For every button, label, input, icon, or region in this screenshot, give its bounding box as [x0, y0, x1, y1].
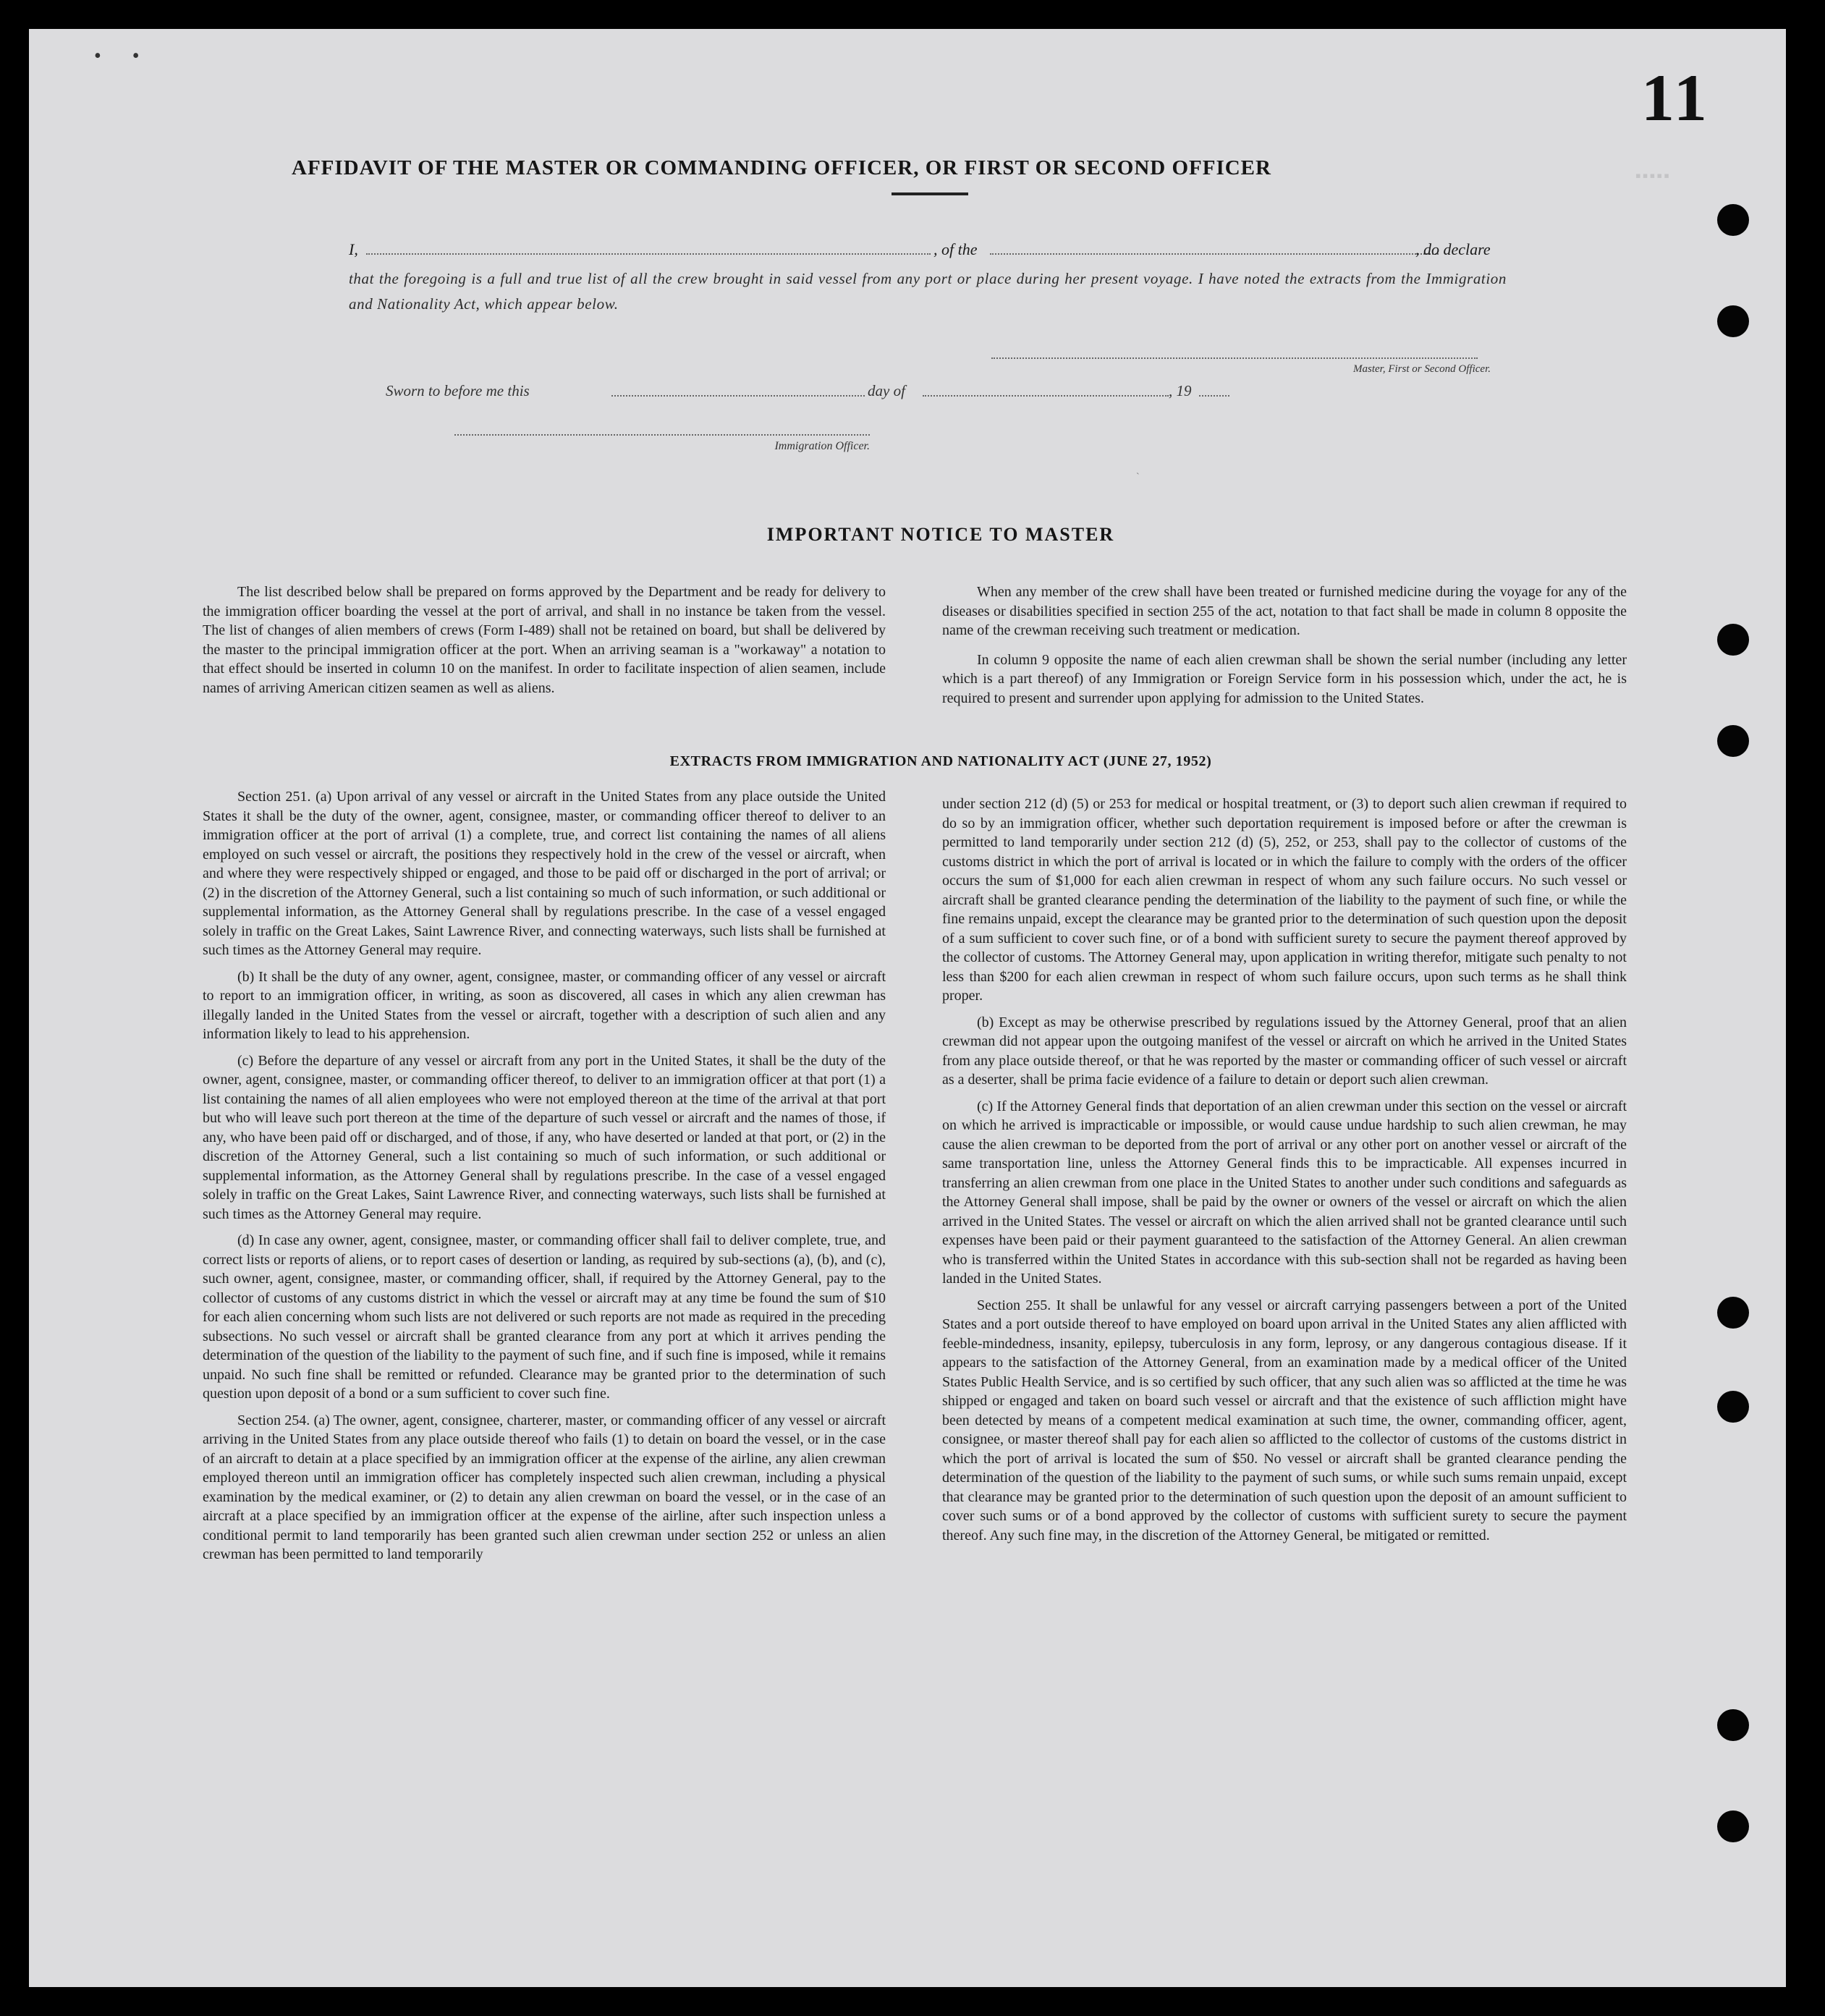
extracts-left-column	[203, 787, 886, 1572]
punch-hole	[1717, 1297, 1749, 1329]
notice-paragraph: The list described below shall be prepared on forms approved by the Department and be ready for delivery to the immigration officer boarding the vessel at the port of arrival, and shall in no instance be taken from the vessel. The list of changes of alien members of crews (Form I-489) shall not be retained on board, but shall be delivered by the master to the principal immigration officer at the port. When an arriving seaman is a "workaway" a notation to that effect should be inserted in column 10 on the manifest. In order to facilitate inspection of alien seamen, include names of arriving American citizen seamen as well as aliens.	[203, 584, 886, 696]
faint-stamp: ▪▪▪▪▪	[1635, 166, 1671, 185]
declaration-line	[349, 240, 1507, 266]
section-251-d: (d) In case any owner, agent, consignee, master, or commanding officer shall fail to deliver complete, true, and correct lists or reports of aliens, or to report cases of desertion or landing, as required by sub-sections (a), (b), and (c), such owner, agent, consignee, master, or commanding officer, shall, if required by the Attorney General, pay to the collector of customs of any customs district in which the vessel or aircraft may at any time be found the sum of $10 for each alien concerning whom such lists are not delivered or such reports are not made as required in the preceding subsections. No such vessel or aircraft shall be granted clearance from any port at which it arrives pending the determination of the question of the liability to the payment of such fine, and if such fine is imposed, while it remains unpaid. No such fine shall be remitted or refunded. Clearance may be granted prior to the determination of such question upon deposit of a bond or a sum sufficient to cover such fine.	[203, 1232, 886, 1402]
immigration-officer-signature-field[interactable]	[454, 434, 870, 436]
section-255: Section 255. It shall be unlawful for any vessel or aircraft carrying passengers between a port of the United States and a port outside thereof to have employed on board upon arrival in the United States any alien afflicted with feeble-mindedness, insanity, epilepsy, tuberculosis in any form, leprosy, or any dangerous contagious disease. If it appears to the satisfaction of the Attorney General, from an examination made by a medical officer of the United States Public Health Service, and is so certified by such officer, that any such alien was so afflicted at the time he was shipped or engaged and taken on board such vessel or aircraft and that the existence of such affliction might have been detected by means of a competent medical examination at such time, the owner, commanding officer, agent, consignee, or master thereof shall pay for each alien so afflicted to the collector of customs of the customs district in which the port of arrival is located the sum of $50. No vessel or aircraft shall be granted clearance pending the determination of the question of the liability to the payment of such sums, or while such sums remain unpaid, except that clearance may be granted prior to the determination of such question upon the deposit of an amount sufficient to cover such sums or of a bond approved by the collector of customs with sufficient surety to secure the payment thereof. Any such fine may, in the discretion of the Attorney General, be mitigated or remitted.	[942, 1297, 1627, 1543]
declarant-pronoun: I,	[349, 240, 358, 258]
notice-title: IMPORTANT NOTICE TO MASTER	[766, 524, 1115, 545]
section-254-a-continued: under section 212 (d) (5) or 253 for medical or hospital treatment, or (3) to deport such alien crewman if required to do so by an immigration officer, whether such deportation requirement is imposed before or after the crewman is permitted to land temporarily under section 212 (d) (5), 252, or 253, shall pay to the collector of customs of the customs district in which the port of arrival is located or in which the failure to comply with the orders of the officer occurs the sum of $1,000 for each alien crewman in respect of whom any such failure occurs. No such vessel or aircraft shall be granted clearance pending the determination of the liability to the payment of such fine, or while the fine remains unpaid, except the clearance may be granted prior to the determination of such question upon the deposit of a sum sufficient to cover such fine, or of a bond with sufficient surety to secure the payment thereof approved by the collector of customs. The Attorney General may, upon application in writing therefor, mitigate such penalty to not less than $200 for each alien crewman in respect of whom such failure occurs, upon such terms as he shall think proper.	[942, 796, 1627, 1004]
sworn-day-field[interactable]	[611, 382, 865, 397]
punch-hole	[1717, 305, 1749, 337]
section-251-a: Section 251. (a) Upon arrival of any vessel or aircraft in the United States from any place outside the United States it shall be the duty of the owner, agent, consignee, master, or commanding officer thereof to deliver to an immigration officer at the port of arrival (1) a complete, true, and correct list containing the names of all aliens employed on such vessel or aircraft, the positions they respectively hold in the crew of the vessel or aircraft, when and where they were respectively shipped or engaged, and those to be paid off or discharged in the port of arrival; or (2) in the discretion of the Attorney General, such a list containing so much of such information, or such additional or supplemental information, as the Attorney General shall by regulations prescribe. In the case of a vessel engaged solely in traffic on the Great Lakes, Saint Lawrence River, and connecting waterways, such lists shall be furnished at such times as the Attorney General may require.	[203, 789, 886, 958]
immigration-officer-label: Immigration Officer.	[774, 440, 870, 452]
extracts-right-column	[942, 795, 1627, 1552]
section-254-c: (c) If the Attorney General finds that deportation of an alien crewman under this section on the vessel or aircraft on which he arrived is impracticable or impossible, or would cause undue hardship to such alien crewman, he may cause the alien crewman to be deported from the port of arrival or any other port on another vessel or aircraft of the same transportation line, unless the Attorney General finds this to be impracticable. All expenses incurred in transferring an alien crewman from one place in the United States to another under such conditions and safeguards as the Attorney General shall impose, shall be paid by the owner or owners of the vessel or aircraft on which the alien arrived in the United States. The vessel or aircraft on which the alien arrived shall not be granted clearance until such expenses have been paid or their payment guaranteed to the satisfaction of the Attorney General. An alien crewman who is transferred within the United States in accordance with this sub-section shall not be regarded as having been landed in the United States.	[942, 1098, 1627, 1287]
sworn-month-field[interactable]	[923, 382, 1169, 397]
punch-hole	[1717, 204, 1749, 236]
master-signature-field[interactable]	[991, 357, 1478, 359]
punch-hole	[1717, 1391, 1749, 1423]
corner-marks: • •	[94, 45, 153, 67]
document-page	[29, 29, 1786, 1987]
sworn-line	[386, 382, 1399, 405]
page-number: 11	[1641, 61, 1710, 135]
master-signature-label: Master, First or Second Officer.	[1353, 363, 1491, 375]
notice-right-column	[942, 583, 1627, 708]
sworn-label: Sworn to before me this	[386, 382, 530, 399]
notice-paragraph: When any member of the crew shall have been treated or furnished medicine during the voyage for any of the diseases or disabilities specified in section 255 of the act, notation to that fact shall be made in column 8 opposite the name of the crewman receiving such treatment or medication.	[942, 584, 1627, 638]
section-251-b: (b) It shall be the duty of any owner, agent, consignee, master, or commanding officer of any vessel or aircraft to report to an immigration officer, in writing, as soon as discovered, all cases in which any alien crewman has illegally landed in the United States from the vessel or aircraft, together with a description of such alien and any information likely to lead to his apprehension.	[203, 968, 886, 1042]
declaration-text: that the foregoing is a full and true list of all the crew brought in said vessel from any port or place during her present voyage. I have noted the extracts from the Immigration and Nationality Act, which appear below.	[349, 270, 1507, 313]
notice-left-column	[203, 583, 886, 698]
declarant-name-field[interactable]	[366, 240, 931, 255]
sworn-year-field[interactable]	[1199, 382, 1229, 397]
affidavit-title: AFFIDAVIT OF THE MASTER OR COMMANDING OFFICER, OR FIRST OR SECOND OFFICER	[292, 156, 1271, 179]
extracts-title: EXTRACTS FROM IMMIGRATION AND NATIONALITY ACT (JUNE 27, 1952)	[669, 753, 1212, 769]
punch-hole	[1717, 1709, 1749, 1741]
punch-hole	[1717, 1810, 1749, 1842]
year-prefix: , 19	[1169, 382, 1192, 399]
section-251-c: (c) Before the departure of any vessel or aircraft from any port in the United States, it shall be the duty of the owner, agent, consignee, master, or commanding officer thereof, to deliver to an immigration officer at that port (1) a list containing the names of all alien employees who were not employed thereon at the time of the arrival at that port but who will leave such port thereon at the time of the departure of such vessel or aircraft and the names of those, if any, who have been paid off or discharged, and of those, if any, who have deserted or landed at that port, or (2) in the discretion of the Attorney General, such a list containing so much of such information, or such additional or supplemental information, as the Attorney General shall by regulations prescribe. In the case of a vessel engaged solely in traffic on the Great Lakes, Saint Lawrence River, and connecting waterways, such lists shall be furnished at such times as the Attorney General may require.	[203, 1052, 886, 1222]
title-rule	[892, 192, 968, 195]
do-declare-label: , do declare	[1415, 240, 1491, 258]
day-of-label: day of	[868, 382, 905, 399]
section-254-a: Section 254. (a) The owner, agent, consignee, charterer, master, or commanding officer of any vessel or aircraft arriving in the United States from any place outside thereof who fails (1) to detain on board the vessel, or in the case of an aircraft to detain at a place specified by an immigration officer at the expense of the airline, any alien crewman employed thereon until an immigration officer has completely inspected such alien crewman, including a physical examination by the medical examiner, or (2) to detain any alien crewman on board the vessel, or in the case of an aircraft at a place specified by an immigration officer at the expense of the airline, after such inspection unless a conditional permit to land temporarily has been granted such alien crewman under section 252 or unless an alien crewman has been permitted to land temporarily	[203, 1412, 886, 1562]
notice-paragraph: In column 9 opposite the name of each alien crewman shall be shown the serial number (including any letter which is a part thereof) of any Immigration or Foreign Service form in his possession which, under the act, he is required to present and surrender upon applying for admission to the United States.	[942, 651, 1627, 706]
punch-hole	[1717, 624, 1749, 656]
section-254-b: (b) Except as may be otherwise prescribed by regulations issued by the Attorney General, proof that an alien crewman did not appear upon the outgoing manifest of the vessel or aircraft on which he arrived in the United States from any place outside thereof, or that he was reported by the master or commanding officer of such vessel or aircraft as a deserter, shall be prima facie evidence of a failure to detain or deport such alien crewman.	[942, 1014, 1627, 1088]
punch-hole	[1717, 725, 1749, 757]
stray-mark: ˋ	[1136, 472, 1140, 483]
of-the-label: , of the	[933, 240, 978, 258]
vessel-name-field[interactable]	[990, 240, 1439, 255]
